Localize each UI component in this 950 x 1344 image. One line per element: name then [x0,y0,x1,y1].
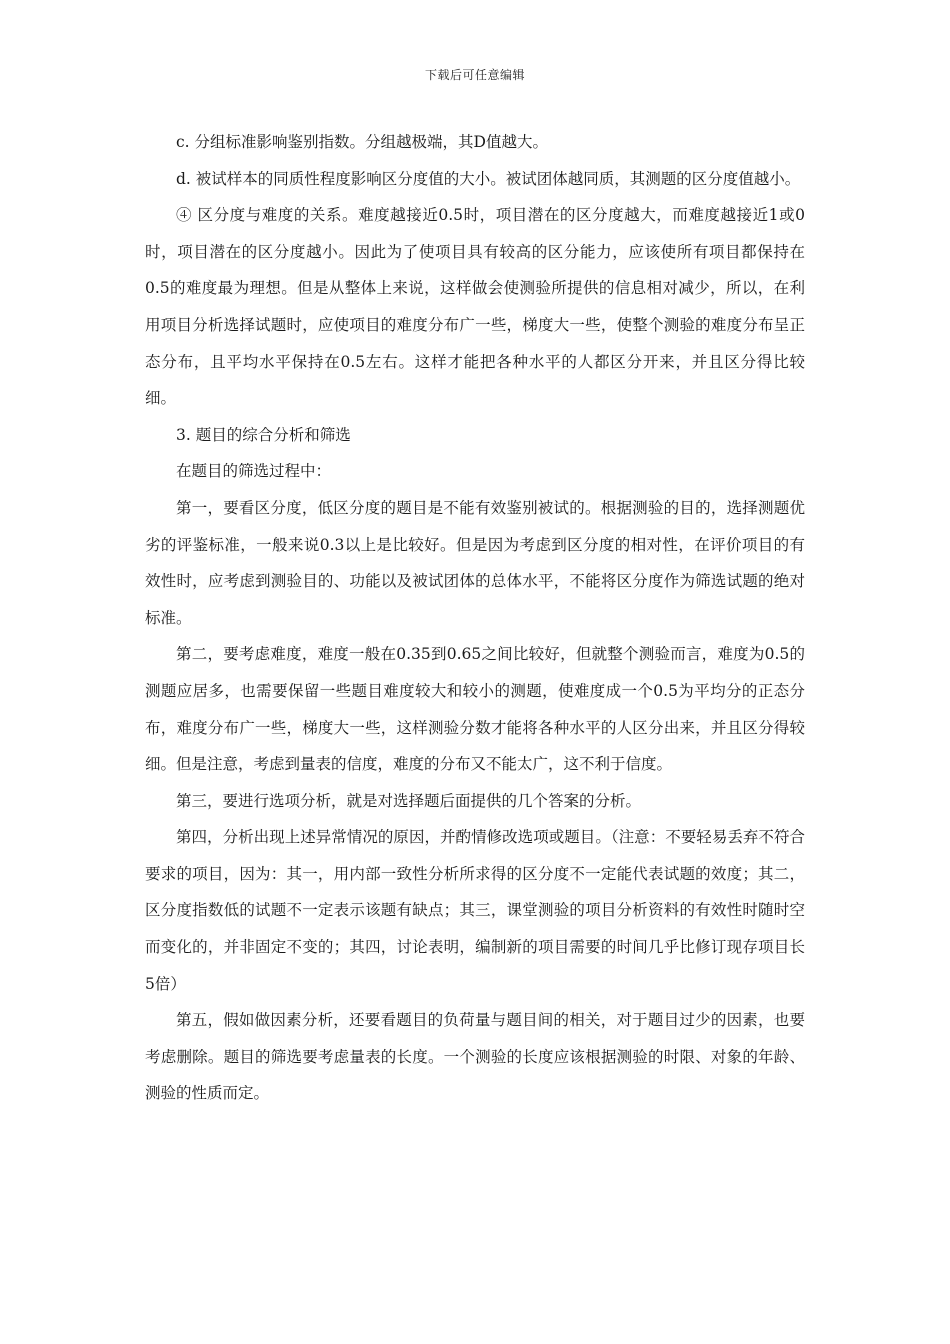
paragraph-fifth: 第五，假如做因素分析，还要看题目的负荷量与题目间的相关，对于题目过少的因素，也要考虑删除。题目的筛选要考虑量表的长度。一个测验的长度应该根据测验的时限、对象的年龄、测验的性质而定。 [145,1011,805,1103]
paragraph-first: 第一，要看区分度，低区分度的题目是不能有效鉴别被试的。根据测验的目的，选择测题优劣的评鉴标准，一般来说0.3以上是比较好。但是因为考虑到区分度的相对性，在评价项目的有效性时，应考虑到测验目的、功能以及被试团体的总体水平，不能将区分度作为筛选试题的绝对标准。 [145,498,805,627]
section-heading-3: 3. 题目的综合分析和筛选 [176,425,351,444]
paragraph-fourth: 第四，分析出现上述异常情况的原因，并酌情修改选项或题目。（注意：不要轻易丢弃不符合要求的项目，因为：其一，用内部一致性分析所求得的区分度不一定能代表试题的效度；其二，区分度指数低的试题不一定表示该题有缺点；其三，课堂测验的项目分析资料的有效性时随时空而变化的，并非固定不变的；其四，讨论表明，编制新的项目需要的时间几乎比修订现存项目长5倍） [145,828,805,993]
paragraph-third: 第三，要进行选项分析，就是对选择题后面提供的几个答案的分析。 [176,791,642,810]
document-body [145,124,805,1112]
paragraph-screening-intro: 在题目的筛选过程中： [176,462,332,481]
page-header: 下载后可任意编辑 [424,68,525,82]
paragraph-d: d. 被试样本的同质性程度影响区分度值的大小。被试团体越同质，其测题的区分度值越小。 [176,169,801,188]
paragraph-c: c. 分组标准影响鉴别指数。分组越极端，其D值越大。 [176,133,548,151]
paragraph-discrimination-difficulty: ④ 区分度与难度的关系。难度越接近0.5时，项目潜在的区分度越大，而难度越接近1或0时，项目潜在的区分度越小。因此为了使项目具有较高的区分能力，应该使所有项目都保持在0.5的难度最为理想。但是从整体上来说，这样做会使测验所提供的信息相对减少，所以，在利用项目分析选择试题时，应使项目的难度分布广一些，梯度大一些，使整个测验的难度分布呈正态分布，且平均水平保持在0.5左右。这样才能把各种水平的人都区分开来，并且区分得比较细。 [145,206,805,408]
paragraph-second: 第二，要考虑难度，难度一般在0.35到0.65之间比较好，但就整个测验而言，难度为0.5的测题应居多，也需要保留一些题目难度较大和较小的测题，使难度成一个0.5为平均分的正态分布，难度分布广一些，梯度大一些，这样测验分数才能将各种水平的人区分出来，并且区分得较细。但是注意，考虑到量表的信度，难度的分布又不能太广，这不利于信度。 [145,645,805,774]
